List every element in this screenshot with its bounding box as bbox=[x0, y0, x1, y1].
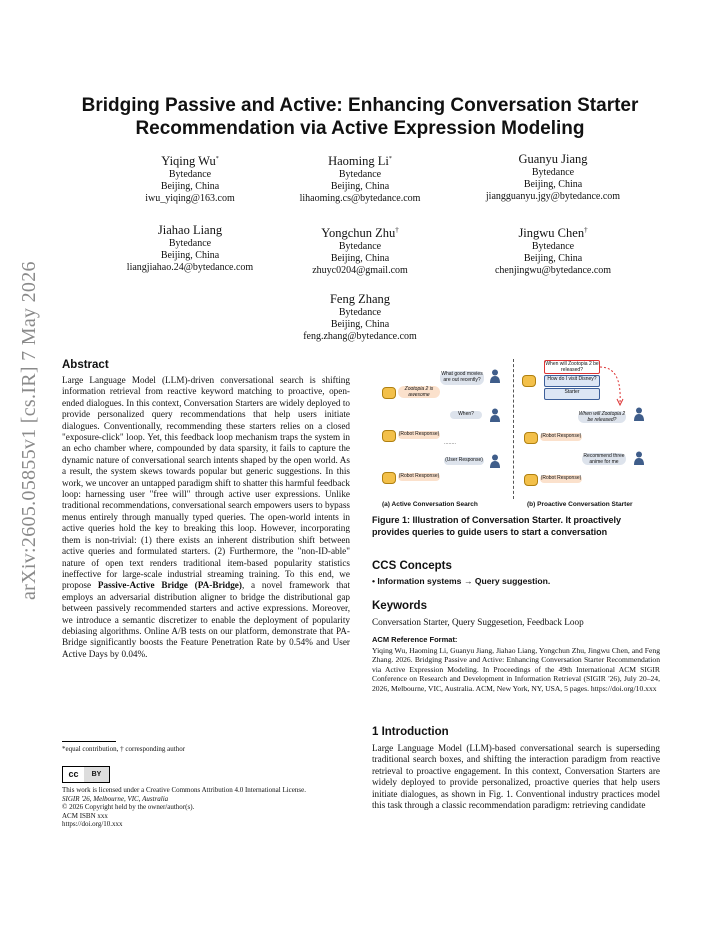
panel-label-b: (b) Proactive Conversation Starter bbox=[527, 501, 633, 508]
abstract-text bbox=[62, 375, 350, 660]
intro-text: Large Language Model (LLM)-based conversational search is superseding traditional search boxes, and shifting the interaction paradigm from reactive retrieval to proactive engagement. In this context, Conversation Starters are widely deployed to provide personalized, proactive queries that help users initiate dialogues, as shown in Fig. 1. Conventional industry practices model this task through a classic recommendation paradigm: retrieving candidate bbox=[372, 743, 660, 811]
arxiv-stamp-text: arXiv:2605.05855v1 [cs.IR] 7 May 2026 bbox=[18, 261, 40, 600]
user-bubble: When will Zootopia 2 be released? bbox=[578, 411, 626, 423]
figure-caption: Figure 1: Illustration of Conversation Starter. It proactively provides queries to guide users to start a conversation bbox=[372, 515, 622, 537]
panel-label-a: (a) Active Conversation Search bbox=[382, 501, 478, 508]
cc-icon: cc bbox=[63, 767, 84, 782]
figure-1 bbox=[372, 357, 660, 512]
author-block bbox=[458, 223, 648, 277]
robot-bubble: (Robot Response) bbox=[398, 431, 440, 437]
author-email: zhuyc0204@gmail.com bbox=[312, 265, 408, 277]
author-email: iwu_yiqing@163.com bbox=[145, 193, 235, 205]
abstract-bold-term: Passive-Active Bridge (PA-Bridge) bbox=[97, 580, 242, 591]
author-location: Beijing, China bbox=[160, 250, 220, 261]
robot-bubble: Zootopia 2 is awesome bbox=[398, 386, 440, 398]
starter-option: Starter bbox=[544, 388, 600, 400]
author-email: jiangguanyu.jgy@bytedance.com bbox=[485, 191, 621, 202]
license-isbn: ACM ISBN xxx bbox=[62, 811, 108, 820]
robot-icon bbox=[522, 375, 536, 387]
author-org: Bytedance bbox=[168, 169, 212, 181]
license-copyright: © 2026 Copyright held by the owner/author(s). bbox=[62, 803, 195, 812]
footnote-rule bbox=[62, 741, 116, 742]
ccs-text: • Information systems → Query suggestion. bbox=[372, 576, 551, 586]
author-org: Bytedance bbox=[168, 238, 212, 249]
robot-bubble: (Robot Response) bbox=[398, 473, 440, 479]
footnote: *equal contribution, † corresponding author bbox=[62, 745, 186, 753]
abstract-part-1: Large Language Model (LLM)-driven conversational search is shifting information retrieval from reactive keyword matching to proactive, open-ended dialogues. In this context, Conversation Starters are widely deployed to provide personalized query recommendations that help users initiate dialogues. Conventionally, recommending these starters relies on a closed "exposure-click" loop. Yet, this feedback loop mechanism traps the system in an echo chamber where, compounded by data sparsity, it fails to capture the dynamic nature of conversational search intents shaped by the open world. As a result, the system skews towards popular but generic suggestions. In this work, we uncover an untapped paradigm shift to shatter this harmful feedback loop: harnessing user "free will" through active user expressions. Unlike traditional recommendations, conversational search empowers users to bypass menus entirely through manually typed queries. The open-world intents in active queries hold the key to breaking this loop. However, incorporating them is non-trivial: (1) there exists an inherent distribution shift between active queries and formulated starters. (2) Furthermore, the "non-ID-able" nature of open text renders traditional item-based popularity statistics ineffective for large-scale industrial streaming training. To this end, we propose bbox=[62, 375, 350, 591]
user-icon bbox=[490, 454, 500, 468]
ellipsis: ........ bbox=[444, 440, 456, 446]
author-mark: * bbox=[388, 156, 392, 162]
robot-icon bbox=[382, 430, 396, 442]
robot-icon bbox=[382, 472, 396, 484]
author-block bbox=[265, 223, 455, 277]
author-org: Bytedance bbox=[531, 241, 575, 253]
paper-title: Bridging Passive and Active: Enhancing Conversation Starter Recommendation via Active Expression Modeling bbox=[81, 95, 639, 139]
author-name: Jingwu Chen bbox=[518, 226, 585, 241]
author-block bbox=[458, 152, 648, 203]
author-block bbox=[265, 152, 455, 205]
author-mark: * bbox=[215, 156, 219, 162]
author-org: Bytedance bbox=[338, 241, 382, 253]
author-org: Bytedance bbox=[338, 169, 382, 181]
starter-option: When will Zootopia 2 be released? bbox=[545, 361, 599, 373]
user-bubble: When? bbox=[450, 411, 482, 419]
license-line: This work is licensed under a Creative Commons Attribution 4.0 International License. bbox=[62, 786, 306, 794]
author-email: lihaoming.cs@bytedance.com bbox=[299, 193, 421, 205]
ccs-heading: CCS Concepts bbox=[372, 560, 452, 572]
license-doi: https://doi.org/10.xxx bbox=[62, 820, 123, 829]
abstract-part-2: , a novel framework that employs an adversarial distribution aligner to bridge the distributional gap between passively recommended starters and active expressions. Moreover, we introduce a semantic discretizer to enable the deployment of popularity debiasing algorithms. Online A/B tests on our platform, demonstrate that PA-Bridge significantly boosts the Feature Penetration Rate by 0.54% and User Active Days by 0.04%. bbox=[62, 580, 350, 659]
author-location: Beijing, China bbox=[330, 253, 390, 265]
author-location: Beijing, China bbox=[330, 181, 390, 193]
figure-divider bbox=[513, 359, 514, 499]
cc-by-badge bbox=[62, 766, 110, 783]
author-email: chenjingwu@bytedance.com bbox=[494, 265, 612, 277]
author-block bbox=[95, 152, 285, 205]
user-icon bbox=[490, 408, 500, 422]
keywords-text: Conversation Starter, Query Suggesetion, Feedback Loop bbox=[372, 617, 584, 627]
arrow-icon bbox=[598, 363, 628, 413]
author-name: Yiqing Wu bbox=[161, 154, 216, 169]
license-block bbox=[62, 786, 357, 829]
author-location: Beijing, China bbox=[160, 181, 220, 193]
abstract-heading: Abstract bbox=[62, 359, 109, 371]
author-email: feng.zhang@bytedance.com bbox=[303, 331, 417, 342]
keywords-heading: Keywords bbox=[372, 600, 427, 612]
author-name: Jiahao Liang bbox=[157, 223, 223, 237]
author-location: Beijing, China bbox=[523, 253, 583, 265]
user-icon bbox=[490, 369, 500, 383]
acm-reference-text: Yiqing Wu, Haoming Li, Guanyu Jiang, Jiahao Liang, Yongchun Zhu, Jingwu Chen, and Feng Zhang. 2026. Bridging Passive and Active: Enhancing Conversation Starter Recommendation via Active Expression Modeling. In Proceedings of the 49th International ACM SIGIR Conference on Research and Development in Information Retrieval (SIGIR '26), July 20–24, 2026, Melbourne, VIC, Australia. ACM, New York, NY, USA, 5 pages. https://doi.org/10.xxx bbox=[372, 646, 660, 693]
user-bubble: Recommend three anime for me bbox=[583, 453, 625, 465]
author-org: Bytedance bbox=[338, 307, 382, 318]
author-block bbox=[265, 292, 455, 343]
intro-heading: 1 Introduction bbox=[372, 726, 449, 738]
author-email: liangjiahao.24@bytedance.com bbox=[126, 262, 254, 273]
author-location: Beijing, China bbox=[330, 319, 390, 330]
starter-option: How do I visit Disney? bbox=[544, 375, 600, 387]
author-mark: † bbox=[584, 226, 588, 234]
author-name: Haoming Li bbox=[328, 154, 389, 169]
author-mark: † bbox=[395, 226, 399, 234]
user-icon bbox=[634, 407, 644, 421]
user-bubble: What good movies are out recently? bbox=[441, 371, 483, 383]
robot-bubble: (Robot Response) bbox=[540, 433, 582, 439]
license-venue: SIGIR '26, Melbourne, VIC, Australia bbox=[62, 794, 169, 803]
user-icon bbox=[634, 451, 644, 465]
robot-icon bbox=[382, 387, 396, 399]
user-bubble: (User Response) bbox=[445, 457, 483, 463]
author-name: Guanyu Jiang bbox=[518, 152, 588, 166]
acm-reference-heading: ACM Reference Format: bbox=[372, 635, 458, 644]
by-icon: BY bbox=[84, 767, 109, 782]
robot-icon bbox=[524, 474, 538, 486]
robot-icon bbox=[524, 432, 538, 444]
author-location: Beijing, China bbox=[523, 179, 583, 190]
author-block bbox=[95, 223, 285, 274]
author-name: Yongchun Zhu bbox=[321, 226, 396, 241]
author-org: Bytedance bbox=[531, 167, 575, 178]
author-name: Feng Zhang bbox=[329, 292, 391, 306]
robot-bubble: (Robot Response) bbox=[540, 475, 582, 481]
